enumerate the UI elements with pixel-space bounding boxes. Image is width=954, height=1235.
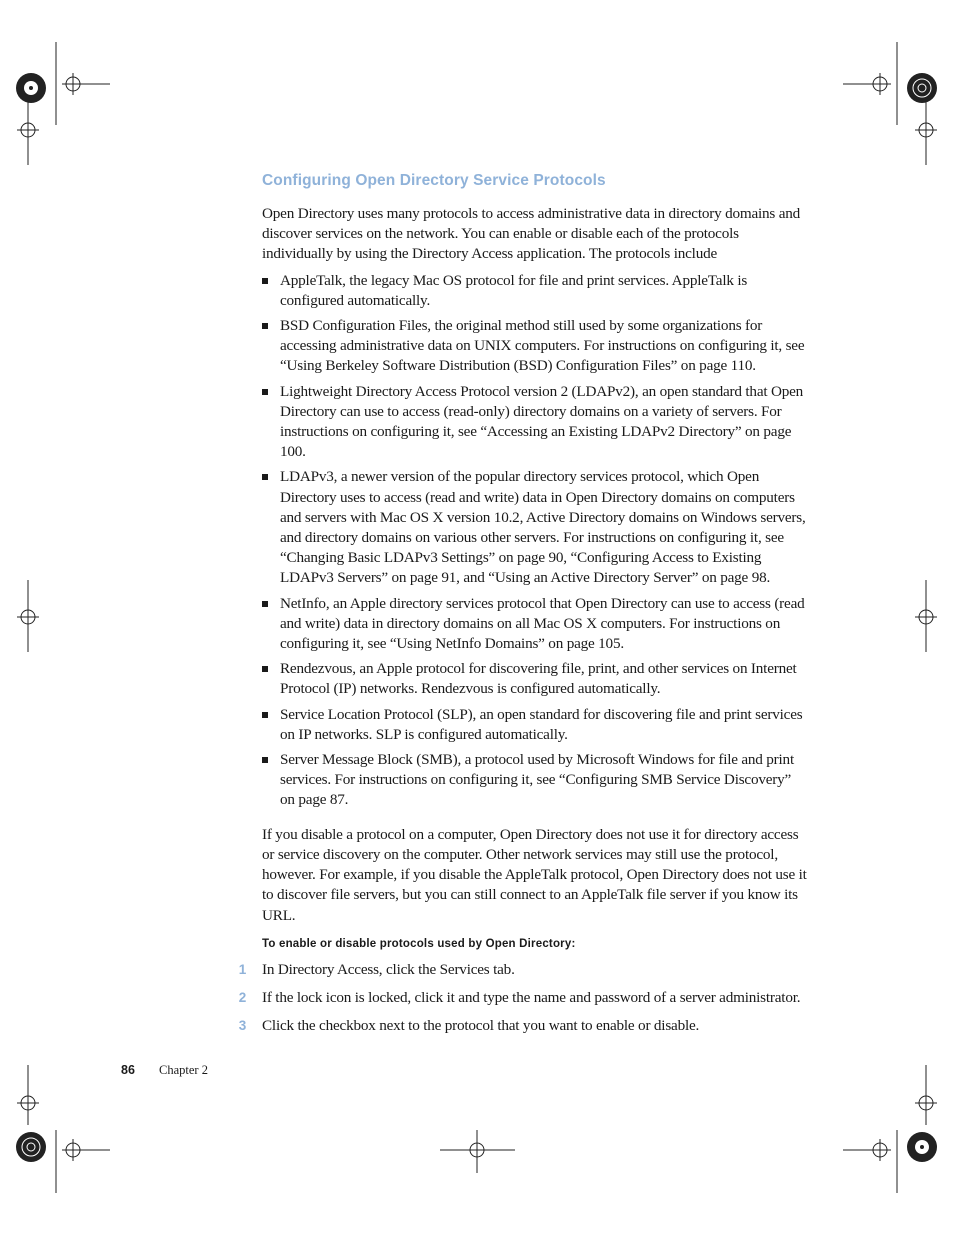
list-item-text: Server Message Block (SMB), a protocol used by Microsoft Windows for file and print services. For instructions on configuring it, see “Configuring SMB Service Discovery” on page 87. — [280, 751, 794, 809]
list-item-text: BSD Configuration Files, the original method still used by some organizations for accessing administrative data on UNIX computers. For instructions on configuring it, see “Using Berkeley Software Distribution (BSD) Configuration Files” on page 110. — [280, 317, 805, 375]
list-item — [262, 659, 807, 699]
bullet-icon — [262, 601, 268, 607]
bullet-icon — [262, 712, 268, 718]
list-item-text: Rendezvous, an Apple protocol for discovering file, print, and other services on Internet Protocol (IP) networks. Rendezvous is configured automatically. — [280, 660, 797, 698]
main-content — [238, 172, 807, 1044]
intro-paragraph: Open Directory uses many protocols to access administrative data in directory domains and discover services on the network. You can enable or disable each of the protocols individually by using the Directory Access application. The protocols include — [262, 205, 801, 263]
bullet-icon — [262, 474, 268, 480]
step-number: 1 — [238, 961, 246, 977]
page-number: 86 — [121, 1063, 135, 1077]
list-item-text: NetInfo, an Apple directory services protocol that Open Directory can use to access (read and write) data in directory domains on all Mac OS X computers. For instructions on configuring it, see “Using NetInfo Domains” on page 105. — [280, 594, 805, 653]
list-item — [262, 382, 807, 463]
step-text: In Directory Access, click the Services tab. — [262, 960, 515, 978]
step-number: 2 — [238, 989, 246, 1005]
list-item — [262, 467, 807, 588]
bullet-icon — [262, 323, 268, 329]
list-item — [262, 705, 807, 745]
disable-note-paragraph: If you disable a protocol on a computer, Open Directory does not use it for directory access or service discovery on the computer. Other network services may still use the protocol, however. For example, if you disable the AppleTalk protocol, Open Directory does not use it to discover file servers, but you can still connect to an AppleTalk file server if you know its URL. — [262, 825, 807, 924]
step-text: Click the checkbox next to the protocol that you want to enable or disable. — [262, 1017, 700, 1035]
chapter-label: Chapter 2 — [159, 1063, 208, 1077]
page-footer — [121, 1063, 208, 1078]
list-item — [262, 271, 807, 311]
crop-marks-top — [0, 0, 954, 200]
task-heading: To enable or disable protocols used by Open Directory: — [262, 937, 576, 950]
list-item — [262, 594, 807, 655]
list-item-text: AppleTalk, the legacy Mac OS protocol for file and print services. AppleTalk is configured automatically. — [280, 271, 748, 309]
step-item — [238, 988, 807, 1008]
list-item-text: Lightweight Directory Access Protocol version 2 (LDAPv2), an open standard that Open Directory can use to access (read-only) directory domains on a variety of servers. For instructions on configuring it, see “Accessing an Existing LDAPv2 Directory” on page 100. — [280, 382, 804, 461]
protocol-list — [262, 271, 807, 811]
section-title: Configuring Open Directory Service Protocols — [262, 172, 606, 189]
step-number: 3 — [238, 1018, 246, 1034]
bullet-icon — [262, 389, 268, 395]
step-item — [238, 960, 807, 980]
list-item — [262, 750, 807, 811]
list-item-text: LDAPv3, a newer version of the popular directory services protocol, which Open Directory uses to access (read and write) data in Open Directory domains on computers and servers with Mac OS X version 10.2, Active Directory domains on Windows servers, and directory domains on various other servers. For instructions on configuring it, see “Changing Basic LDAPv3 Settings” on page 90, “Configuring Access to Existing LDAPv3 Servers” on page 91, and “Using an Active Directory Server” on page 98. — [280, 468, 806, 587]
list-item-text: Service Location Protocol (SLP), an open standard for discovering file and print services on IP networks. SLP is configured automatically. — [280, 705, 803, 743]
bullet-icon — [262, 666, 268, 672]
step-text: If the lock icon is locked, click it and type the name and password of a server administrator. — [262, 988, 801, 1006]
crop-marks-bottom — [0, 1065, 954, 1235]
bullet-icon — [262, 757, 268, 763]
step-list — [238, 960, 807, 1037]
step-item — [238, 1016, 807, 1036]
bullet-icon — [262, 278, 268, 284]
list-item — [262, 316, 807, 377]
